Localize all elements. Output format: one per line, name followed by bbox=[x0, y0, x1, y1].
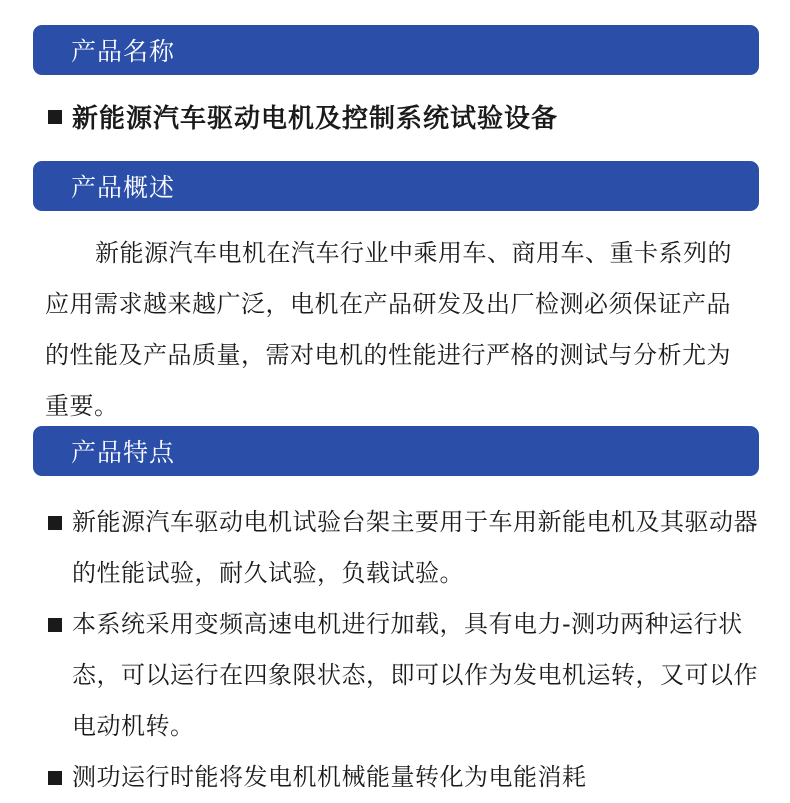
product-name bbox=[48, 98, 558, 135]
feature-text: 新能源汽车驱动电机试验台架主要用于车用新能电机及其驱动器的性能试验，耐久试验，负载试验。 bbox=[72, 508, 758, 587]
feature-text: 本系统采用变频高速电机进行加载，具有电力-测功两种运行状态，可以运行在四象限状态，即可以作为发电机运转，又可以作电动机转。 bbox=[72, 610, 758, 740]
feature-item bbox=[48, 497, 760, 599]
bullet-square-icon bbox=[48, 618, 62, 632]
section-title: 产品概述 bbox=[71, 173, 176, 202]
feature-item bbox=[48, 599, 760, 752]
product-name-text: 新能源汽车驱动电机及控制系统试验设备 bbox=[72, 104, 559, 134]
bullet-square-icon bbox=[48, 516, 62, 530]
bullet-square-icon bbox=[48, 771, 62, 785]
section-header-product-name bbox=[33, 25, 759, 75]
overview-paragraph: 新能源汽车电机在汽车行业中乘用车、商用车、重卡系列的应用需求越来越广泛，电机在产品研发及出厂检测必须保证产品的性能及产品质量，需对电机的性能进行严格的测试与分析尤为重要。 bbox=[45, 239, 732, 420]
feature-text: 测功运行时能将发电机机械能量转化为电能消耗 bbox=[72, 763, 587, 791]
section-header-features bbox=[33, 426, 759, 476]
section-title: 产品特点 bbox=[71, 438, 176, 467]
bullet-square-icon bbox=[48, 110, 62, 124]
section-title: 产品名称 bbox=[71, 37, 176, 66]
section-header-overview bbox=[33, 161, 759, 211]
feature-item bbox=[48, 752, 760, 803]
features-list bbox=[48, 497, 760, 803]
